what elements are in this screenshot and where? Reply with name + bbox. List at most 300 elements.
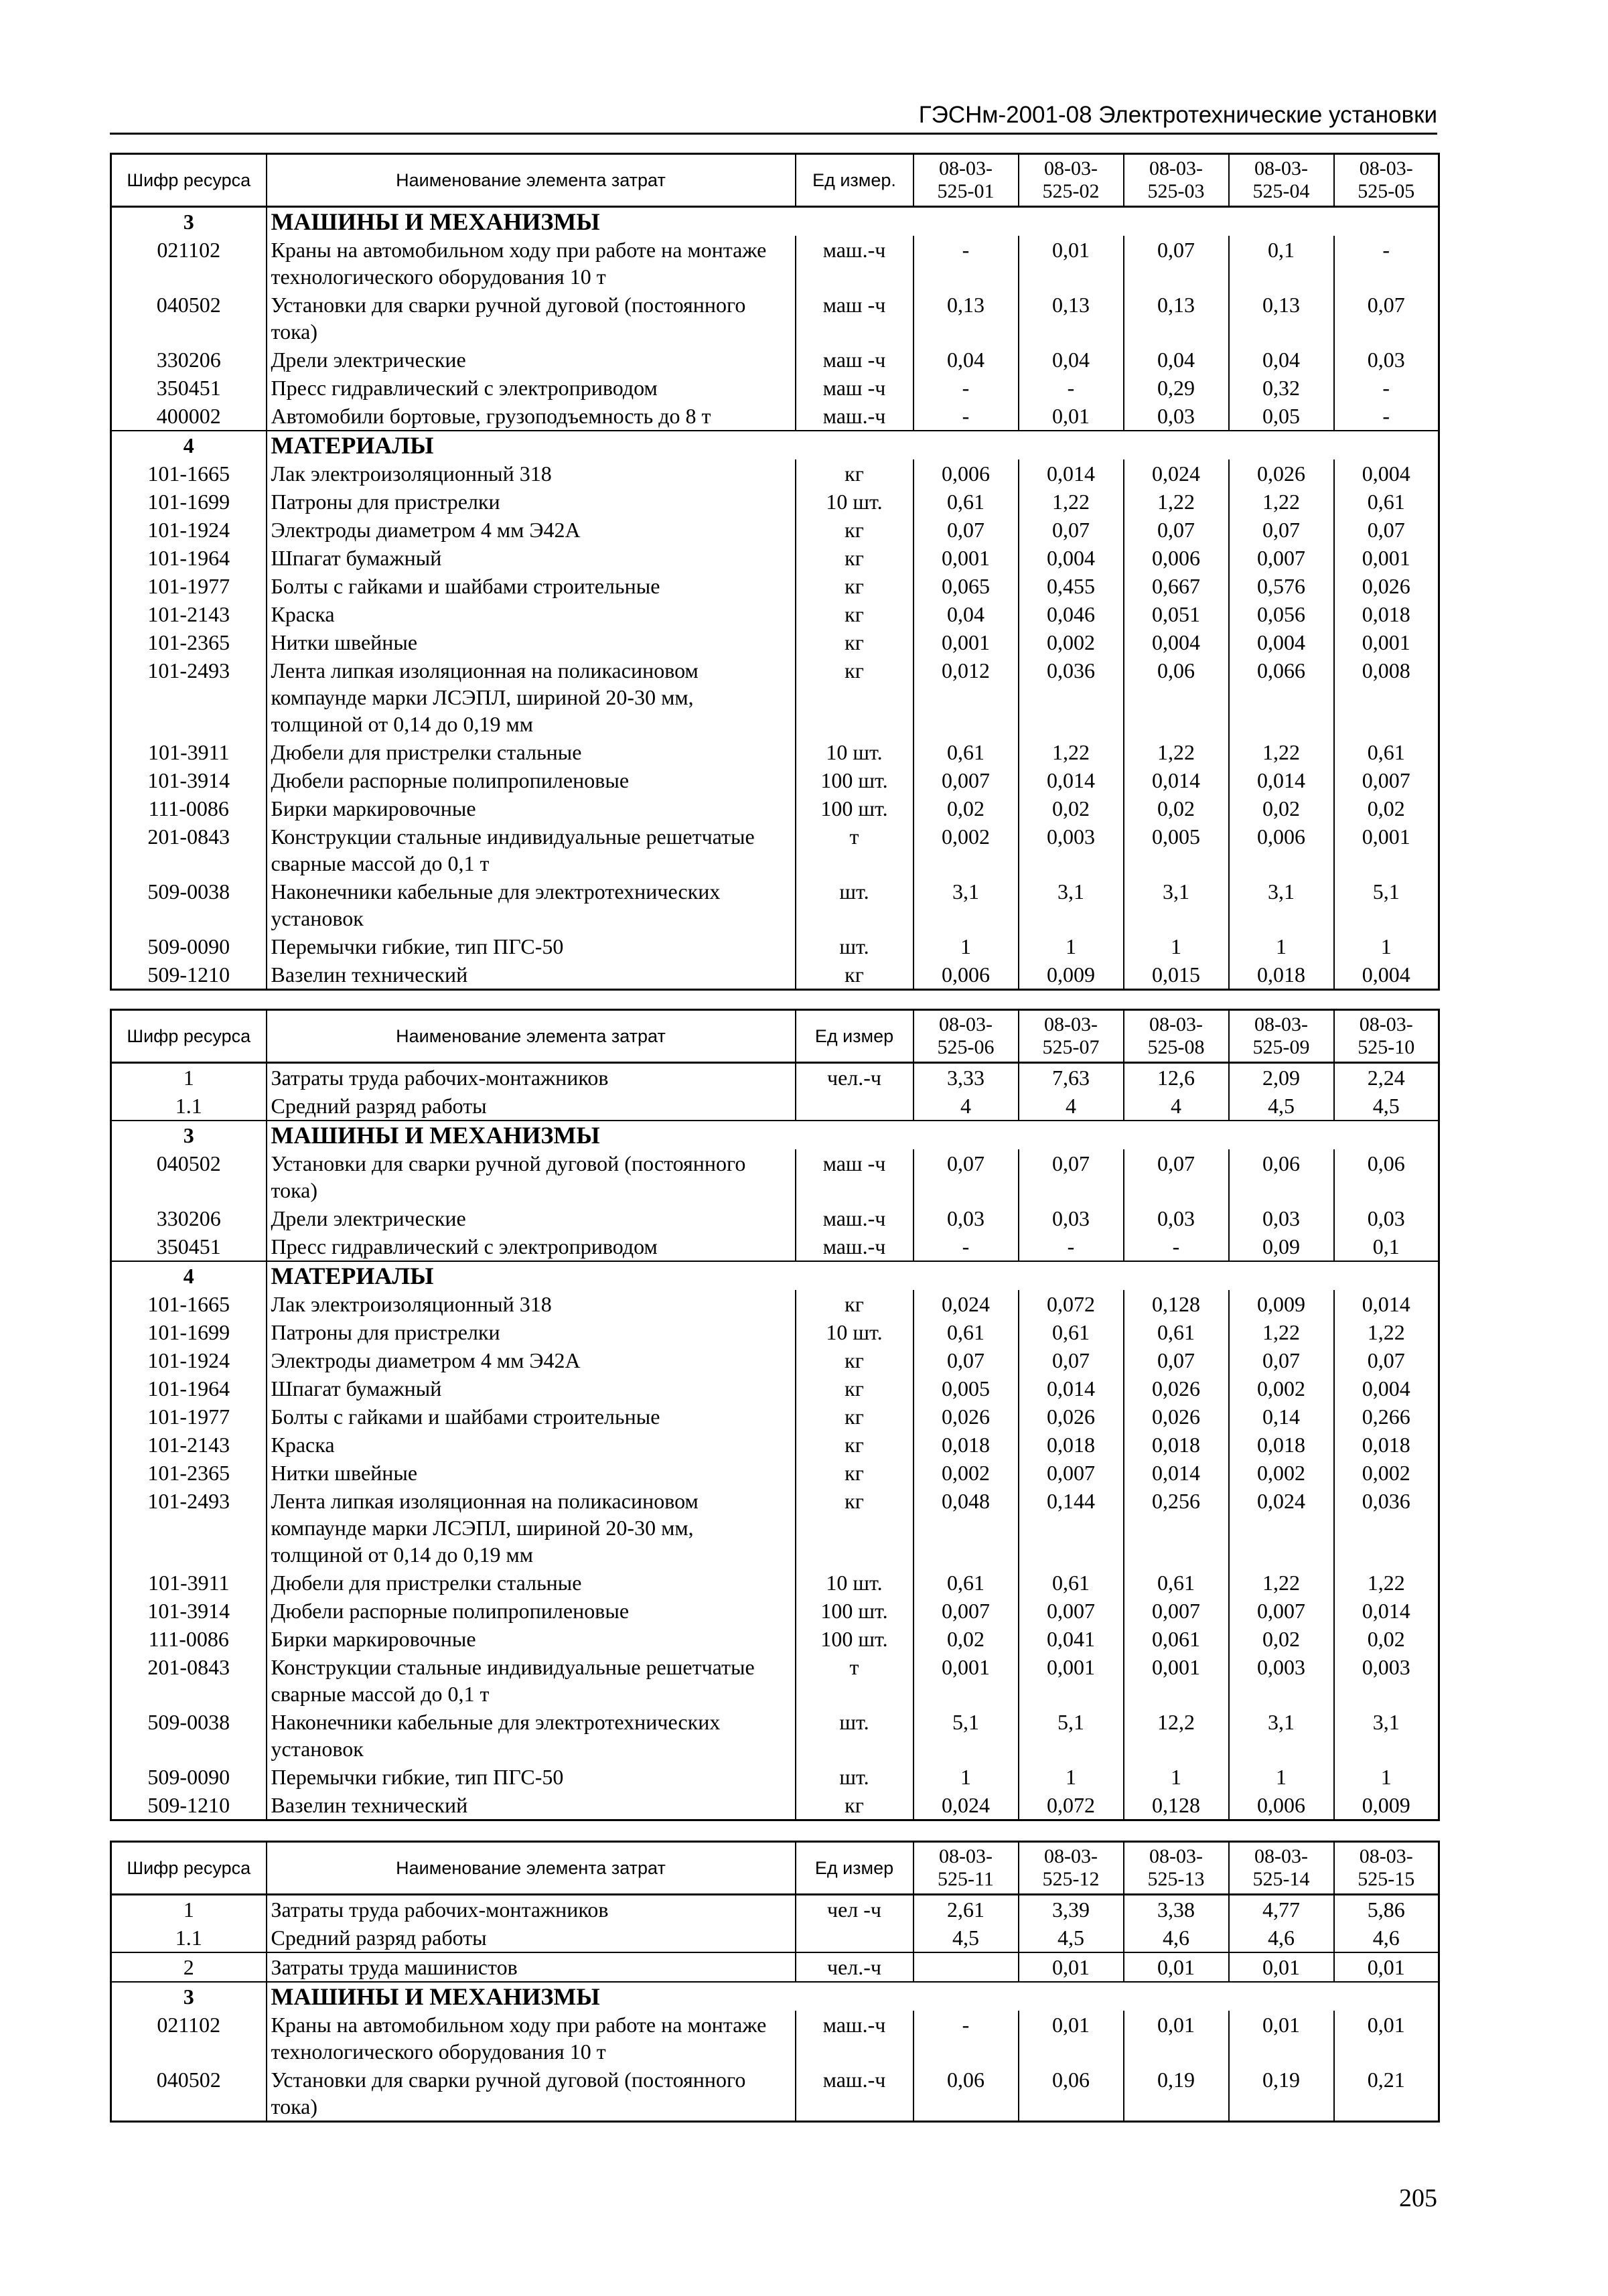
resource-code: 101-2143 [111, 600, 267, 628]
norm-value: 0,012 [913, 656, 1019, 738]
norm-value: 0,29 [1124, 374, 1229, 402]
table-row [111, 1232, 1439, 1261]
norm-value: 0,001 [913, 628, 1019, 656]
norm-value: 5,1 [1334, 877, 1439, 932]
resource-name: Краны на автомобильном ходу при работе на монтаже технологического оборудования 10 т [267, 2011, 796, 2066]
resource-name: Электроды диаметром 4 мм Э42А [267, 516, 796, 544]
norm-value: 4 [1019, 1092, 1124, 1121]
norm-value: 1,22 [1019, 738, 1124, 766]
norm-value: 0,006 [1229, 1791, 1334, 1820]
table-row [111, 1092, 1439, 1121]
resource-code: 040502 [111, 2066, 267, 2122]
table-row [111, 402, 1439, 431]
resource-name: Пресс гидравлический с электроприводом [267, 1232, 796, 1261]
norm-value: 0,004 [1334, 1374, 1439, 1403]
norm-value: 1,22 [1229, 1569, 1334, 1597]
norm-value: 1 [913, 1763, 1019, 1791]
norm-value: 1 [1124, 932, 1229, 960]
norm-value: 0,014 [1019, 459, 1124, 488]
norm-value: 0,02 [1334, 1625, 1439, 1653]
norm-value: 0,07 [1124, 1149, 1229, 1204]
resource-code: 330206 [111, 346, 267, 374]
resource-table-3 [110, 1841, 1440, 2123]
unit-of-measure: кг [796, 516, 913, 544]
resource-code: 509-1210 [111, 960, 267, 990]
section-title: МАШИНЫ И МЕХАНИЗМЫ [267, 1982, 1439, 2011]
resource-name: Средний разряд работы [267, 1092, 796, 1121]
norm-value: 0,004 [1019, 544, 1124, 572]
col-header-norm-code: 08-03- 525-09 [1229, 1010, 1334, 1063]
norm-value: 0,576 [1229, 572, 1334, 600]
table-row [111, 1791, 1439, 1820]
table-row [111, 1569, 1439, 1597]
resource-code: 101-3914 [111, 766, 267, 794]
norm-value: 0,1 [1229, 236, 1334, 291]
resource-name: Болты с гайками и шайбами строительные [267, 572, 796, 600]
norm-value: 0,21 [1334, 2066, 1439, 2122]
resource-code: 101-2493 [111, 1487, 267, 1569]
table-row [111, 516, 1439, 544]
norm-value: 4,6 [1334, 1924, 1439, 1952]
col-header-name: Наименование элемента затрат [267, 154, 796, 207]
table-header-row [111, 154, 1439, 207]
norm-value: 3,1 [1229, 1708, 1334, 1763]
norm-value: 0,04 [1124, 346, 1229, 374]
norm-value: 0,061 [1124, 1625, 1229, 1653]
resource-name: Дюбели для пристрелки стальные [267, 738, 796, 766]
norm-value: 0,07 [1334, 291, 1439, 346]
unit-of-measure: кг [796, 1374, 913, 1403]
table-row [111, 794, 1439, 822]
norm-value [913, 1952, 1019, 1982]
norm-value: 0,07 [913, 1346, 1019, 1374]
norm-value: 3,33 [913, 1063, 1019, 1092]
norm-value: 0,01 [1019, 1952, 1124, 1982]
unit-of-measure: шт. [796, 932, 913, 960]
norm-value: 5,1 [913, 1708, 1019, 1763]
col-header-code: Шифр ресурса [111, 1842, 267, 1895]
resource-name: Наконечники кабельные для электротехнических установок [267, 877, 796, 932]
resource-name: Средний разряд работы [267, 1924, 796, 1952]
resource-code: 101-3911 [111, 738, 267, 766]
table-row [111, 932, 1439, 960]
resource-code: 101-3914 [111, 1597, 267, 1625]
table-row [111, 1290, 1439, 1318]
table-row [111, 656, 1439, 738]
unit-of-measure: т [796, 1653, 913, 1708]
resource-code: 040502 [111, 291, 267, 346]
table-row [111, 822, 1439, 877]
norm-value: 0,14 [1229, 1403, 1334, 1431]
resource-name: Конструкции стальные индивидуальные решетчатые сварные массой до 0,1 т [267, 1653, 796, 1708]
resource-code: 509-0090 [111, 932, 267, 960]
norm-value: 4,5 [913, 1924, 1019, 1952]
table-row [111, 628, 1439, 656]
table-row [111, 1924, 1439, 1952]
norm-value: 0,007 [1334, 766, 1439, 794]
norm-value: 0,018 [1019, 1431, 1124, 1459]
norm-value: 0,007 [1124, 1597, 1229, 1625]
table-row [111, 1431, 1439, 1459]
resource-name: Затраты труда машинистов [267, 1952, 796, 1982]
resource-name: Автомобили бортовые, грузоподъемность до 8 т [267, 402, 796, 431]
norm-value: 0,004 [1124, 628, 1229, 656]
resource-code: 330206 [111, 1204, 267, 1232]
unit-of-measure: маш -ч [796, 1149, 913, 1204]
unit-of-measure: маш -ч [796, 346, 913, 374]
norm-value: 0,056 [1229, 600, 1334, 628]
col-header-norm-code: 08-03- 525-13 [1124, 1842, 1229, 1895]
resource-code: 101-1977 [111, 1403, 267, 1431]
resource-name: Бирки маркировочные [267, 794, 796, 822]
norm-value: - [913, 402, 1019, 431]
col-header-unit: Ед измер. [796, 154, 913, 207]
norm-value: 0,13 [1229, 291, 1334, 346]
resource-name: Установки для сварки ручной дуговой (постоянного тока) [267, 1149, 796, 1204]
norm-value: 0,004 [1229, 628, 1334, 656]
section-title: МАШИНЫ И МЕХАНИЗМЫ [267, 207, 1439, 236]
unit-of-measure: 100 шт. [796, 766, 913, 794]
norm-value: 0,002 [1229, 1374, 1334, 1403]
resource-code: 1 [111, 1063, 267, 1092]
norm-value: 0,046 [1019, 600, 1124, 628]
norm-value: 0,02 [1229, 1625, 1334, 1653]
resource-code: 101-2365 [111, 1459, 267, 1487]
resource-name: Краны на автомобильном ходу при работе на монтаже технологического оборудования 10 т [267, 236, 796, 291]
resource-name: Лента липкая изоляционная на поликасиновом компаунде марки ЛСЭПЛ, шириной 20-30 мм, толщиной от 0,14 до 0,19 мм [267, 1487, 796, 1569]
norm-value: 0,09 [1229, 1232, 1334, 1261]
table-row [111, 236, 1439, 291]
norm-value: 0,024 [913, 1290, 1019, 1318]
resource-name: Дюбели распорные полипропиленовые [267, 766, 796, 794]
norm-value: 0,026 [1334, 572, 1439, 600]
norm-value: 0,61 [1124, 1318, 1229, 1346]
norm-value: 0,07 [1019, 1346, 1124, 1374]
norm-value: 0,02 [1019, 794, 1124, 822]
norm-value: 0,07 [1124, 516, 1229, 544]
norm-value: - [1334, 402, 1439, 431]
norm-value: 0,009 [1229, 1290, 1334, 1318]
norm-value: 4,5 [1229, 1092, 1334, 1121]
norm-value: 0,01 [1229, 2011, 1334, 2066]
unit-of-measure: чел.-ч [796, 1952, 913, 1982]
resource-name: Затраты труда рабочих-монтажников [267, 1063, 796, 1092]
norm-value: 0,61 [913, 1318, 1019, 1346]
norm-value: 0,024 [913, 1791, 1019, 1820]
norm-value: 0,018 [913, 1431, 1019, 1459]
norm-value: 1,22 [1019, 488, 1124, 516]
norm-value: 0,009 [1334, 1791, 1439, 1820]
col-header-norm-code: 08-03- 525-01 [913, 154, 1019, 207]
resource-code: 2 [111, 1952, 267, 1982]
unit-of-measure: 100 шт. [796, 1597, 913, 1625]
norm-value: 0,266 [1334, 1403, 1439, 1431]
unit-of-measure: 100 шт. [796, 794, 913, 822]
norm-value: 5,86 [1334, 1895, 1439, 1924]
resource-code: 101-1964 [111, 544, 267, 572]
col-header-norm-code: 08-03- 525-15 [1334, 1842, 1439, 1895]
norm-value: 4,6 [1124, 1924, 1229, 1952]
unit-of-measure: маш.-ч [796, 236, 913, 291]
section-row [111, 431, 1439, 459]
resource-code: 509-0038 [111, 877, 267, 932]
norm-value: 1 [1229, 932, 1334, 960]
norm-value: 1,22 [1229, 488, 1334, 516]
table-row [111, 1487, 1439, 1569]
unit-of-measure [796, 1924, 913, 1952]
norm-value: 4,5 [1019, 1924, 1124, 1952]
resource-name: Установки для сварки ручной дуговой (постоянного тока) [267, 291, 796, 346]
col-header-norm-code: 08-03- 525-10 [1334, 1010, 1439, 1063]
resource-name: Дюбели распорные полипропиленовые [267, 1597, 796, 1625]
norm-value: 0,02 [1124, 794, 1229, 822]
resource-code: 3 [111, 1121, 267, 1149]
resource-code: 111-0086 [111, 1625, 267, 1653]
norm-value: 0,07 [1229, 516, 1334, 544]
norm-value: 0,065 [913, 572, 1019, 600]
unit-of-measure: 10 шт. [796, 1318, 913, 1346]
norm-value: 0,007 [913, 1597, 1019, 1625]
resource-name: Конструкции стальные индивидуальные решетчатые сварные массой до 0,1 т [267, 822, 796, 877]
norm-value: 0,01 [1334, 1952, 1439, 1982]
norm-value: 0,006 [1124, 544, 1229, 572]
norm-value: 0,06 [1229, 1149, 1334, 1204]
table-header-row [111, 1842, 1439, 1895]
norm-value: 0,002 [913, 1459, 1019, 1487]
norm-value: 0,61 [1019, 1569, 1124, 1597]
norm-value: 0,051 [1124, 600, 1229, 628]
norm-value: 0,004 [1334, 459, 1439, 488]
resource-code: 509-1210 [111, 1791, 267, 1820]
unit-of-measure: кг [796, 459, 913, 488]
resource-code: 101-1964 [111, 1374, 267, 1403]
resource-code: 021102 [111, 236, 267, 291]
resource-code: 101-1924 [111, 516, 267, 544]
norm-value: 4 [913, 1092, 1019, 1121]
col-header-norm-code: 08-03- 525-08 [1124, 1010, 1229, 1063]
resource-name: Электроды диаметром 4 мм Э42А [267, 1346, 796, 1374]
table-row [111, 1653, 1439, 1708]
table-row [111, 1625, 1439, 1653]
norm-value: 0,61 [913, 1569, 1019, 1597]
table-row [111, 291, 1439, 346]
resource-code: 101-2493 [111, 656, 267, 738]
norm-value: 2,09 [1229, 1063, 1334, 1092]
resource-code: 4 [111, 431, 267, 459]
norm-value: 0,01 [1019, 2011, 1124, 2066]
norm-value: 4,77 [1229, 1895, 1334, 1924]
resource-code: 1.1 [111, 1924, 267, 1952]
norm-value: 0,04 [1019, 346, 1124, 374]
norm-value: 0,06 [1334, 1149, 1439, 1204]
norm-value: 0,001 [1334, 822, 1439, 877]
norm-value: 0,32 [1229, 374, 1334, 402]
norm-value: 0,128 [1124, 1791, 1229, 1820]
resource-name: Бирки маркировочные [267, 1625, 796, 1653]
norm-value: 0,001 [1019, 1653, 1124, 1708]
norm-value: 0,007 [1229, 1597, 1334, 1625]
norm-value: 12,6 [1124, 1063, 1229, 1092]
table-row [111, 1895, 1439, 1924]
resource-name: Нитки швейные [267, 628, 796, 656]
resource-name: Лак электроизоляционный 318 [267, 1290, 796, 1318]
norm-value: 0,005 [1124, 822, 1229, 877]
norm-value: 0,014 [1019, 1374, 1124, 1403]
norm-value: 0,667 [1124, 572, 1229, 600]
norm-value: 0,61 [1124, 1569, 1229, 1597]
table-row [111, 1346, 1439, 1374]
norm-value: 0,001 [1334, 628, 1439, 656]
resource-code: 021102 [111, 2011, 267, 2066]
norm-value: 0,19 [1124, 2066, 1229, 2122]
unit-of-measure: маш.-ч [796, 402, 913, 431]
norm-value: 0,04 [913, 600, 1019, 628]
norm-value: 0,03 [1334, 1204, 1439, 1232]
table-row [111, 488, 1439, 516]
norm-value: 3,1 [913, 877, 1019, 932]
resource-code: 509-0090 [111, 1763, 267, 1791]
norm-value: 0,036 [1019, 656, 1124, 738]
norm-value: 1 [1019, 932, 1124, 960]
norm-value: 1,22 [1229, 1318, 1334, 1346]
resource-code: 3 [111, 207, 267, 236]
table-row [111, 600, 1439, 628]
norm-value: 0,07 [1019, 1149, 1124, 1204]
col-header-norm-code: 08-03- 525-06 [913, 1010, 1019, 1063]
norm-value: 0,61 [1019, 1318, 1124, 1346]
norm-value: 0,07 [1124, 1346, 1229, 1374]
table-row [111, 1374, 1439, 1403]
col-header-unit: Ед измер [796, 1010, 913, 1063]
unit-of-measure: маш -ч [796, 291, 913, 346]
table-row [111, 374, 1439, 402]
norm-value: 0,008 [1334, 656, 1439, 738]
col-header-norm-code: 08-03- 525-12 [1019, 1842, 1124, 1895]
norm-value: 1,22 [1124, 488, 1229, 516]
norm-value: 3,1 [1019, 877, 1124, 932]
resource-code: 111-0086 [111, 794, 267, 822]
section-row [111, 1982, 1439, 2011]
table-row [111, 1403, 1439, 1431]
norm-value: 0,07 [1334, 516, 1439, 544]
unit-of-measure: кг [796, 600, 913, 628]
norm-value: 1 [1334, 1763, 1439, 1791]
resource-name: Краска [267, 600, 796, 628]
norm-value: 0,014 [1229, 766, 1334, 794]
norm-value: 0,015 [1124, 960, 1229, 990]
running-header [110, 94, 1437, 135]
col-header-norm-code: 08-03- 525-03 [1124, 154, 1229, 207]
table-row [111, 877, 1439, 932]
norm-value: 0,07 [1229, 1346, 1334, 1374]
norm-value: 0,002 [1019, 628, 1124, 656]
norm-value: 0,026 [1229, 459, 1334, 488]
resource-code: 3 [111, 1982, 267, 2011]
norm-value: 0,001 [1334, 544, 1439, 572]
table-row [111, 960, 1439, 990]
norm-value: 0,01 [1229, 1952, 1334, 1982]
norm-value: 0,006 [1229, 822, 1334, 877]
norm-value: 0,01 [1124, 1952, 1229, 1982]
resource-code: 040502 [111, 1149, 267, 1204]
resource-code: 350451 [111, 1232, 267, 1261]
norm-value: 0,06 [1124, 656, 1229, 738]
norm-value: 0,018 [1124, 1431, 1229, 1459]
table-row [111, 2066, 1439, 2122]
resource-name: Шпагат бумажный [267, 544, 796, 572]
resource-code: 201-0843 [111, 822, 267, 877]
norm-value: 1 [1019, 1763, 1124, 1791]
resource-name: Перемычки гибкие, тип ПГС-50 [267, 1763, 796, 1791]
resource-code: 101-2143 [111, 1431, 267, 1459]
norm-value: 0,03 [1124, 402, 1229, 431]
norm-value: 3,1 [1124, 877, 1229, 932]
resource-name: Дрели электрические [267, 346, 796, 374]
unit-of-measure: чел.-ч [796, 1063, 913, 1092]
norm-value: 0,01 [1334, 2011, 1439, 2066]
section-title: МАТЕРИАЛЫ [267, 431, 1439, 459]
unit-of-measure: 10 шт. [796, 488, 913, 516]
resource-code: 101-1665 [111, 1290, 267, 1318]
resource-name: Вазелин технический [267, 1791, 796, 1820]
norm-value: 0,036 [1334, 1487, 1439, 1569]
unit-of-measure: кг [796, 1791, 913, 1820]
resource-name: Патроны для пристрелки [267, 1318, 796, 1346]
norm-value: 0,072 [1019, 1290, 1124, 1318]
table-row [111, 766, 1439, 794]
unit-of-measure: маш.-ч [796, 1232, 913, 1261]
norm-value: 0,003 [1229, 1653, 1334, 1708]
norm-value: 0,01 [1124, 2011, 1229, 2066]
resource-code: 101-1699 [111, 488, 267, 516]
norm-value: 3,1 [1334, 1708, 1439, 1763]
norm-value: 0,014 [1334, 1290, 1439, 1318]
norm-value: 0,001 [913, 1653, 1019, 1708]
norm-value: 0,61 [913, 738, 1019, 766]
unit-of-measure [796, 1092, 913, 1121]
norm-value: - [1019, 1232, 1124, 1261]
col-header-name: Наименование элемента затрат [267, 1010, 796, 1063]
norm-value: 3,39 [1019, 1895, 1124, 1924]
norm-value: 1 [1334, 932, 1439, 960]
norm-value: 0,03 [1334, 346, 1439, 374]
norm-value: 1,22 [1229, 738, 1334, 766]
norm-value: 0,006 [913, 459, 1019, 488]
norm-value: 0,1 [1334, 1232, 1439, 1261]
unit-of-measure: 10 шт. [796, 1569, 913, 1597]
col-header-norm-code: 08-03- 525-07 [1019, 1010, 1124, 1063]
norm-value: - [1334, 374, 1439, 402]
resource-name: Затраты труда рабочих-монтажников [267, 1895, 796, 1924]
unit-of-measure: кг [796, 1403, 913, 1431]
norm-value: 0,19 [1229, 2066, 1334, 2122]
unit-of-measure: кг [796, 1487, 913, 1569]
norm-value: 0,014 [1124, 1459, 1229, 1487]
unit-of-measure: кг [796, 1459, 913, 1487]
norm-value: 3,38 [1124, 1895, 1229, 1924]
norm-value: 0,006 [913, 960, 1019, 990]
table-row [111, 1318, 1439, 1346]
norm-value: 0,026 [1124, 1374, 1229, 1403]
norm-value: - [913, 236, 1019, 291]
norm-value: 0,024 [1124, 459, 1229, 488]
unit-of-measure: шт. [796, 1708, 913, 1763]
col-header-norm-code: 08-03- 525-14 [1229, 1842, 1334, 1895]
resource-name: Шпагат бумажный [267, 1374, 796, 1403]
norm-value: 0,07 [913, 516, 1019, 544]
table-row [111, 1149, 1439, 1204]
norm-value: - [913, 1232, 1019, 1261]
